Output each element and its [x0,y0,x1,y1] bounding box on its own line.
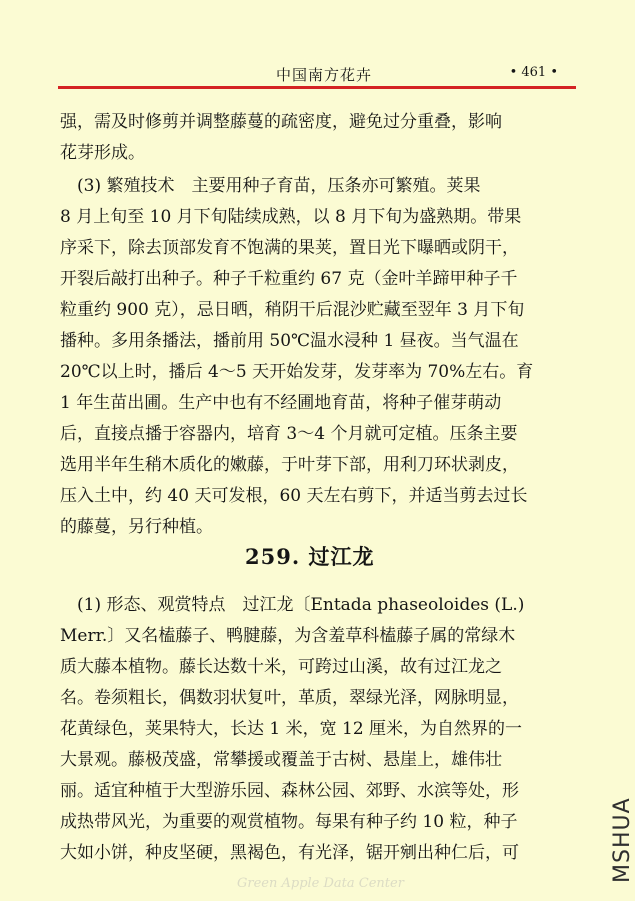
text-line: 播种。多用条播法，播前用 50℃温水浸种 1 昼夜。当气温在 [60,331,519,351]
text-line: 大景观。藤极茂盛，常攀援或覆盖于古树、悬崖上，雄伟壮 [60,750,502,770]
text-line: 粒重约 900 克），忌日晒，稍阴干后混沙贮藏至翌年 3 月下旬 [60,300,525,320]
text-line: 的藤蔓，另行种植。 [60,517,213,537]
text-line: 强，需及时修剪并调整藤蔓的疏密度，避免过分重叠，影响 [60,112,502,132]
text-line: 20℃以上时，播后 4～5 天开始发芽，发芽率为 70%左右。育 [60,362,534,382]
page-number: • 461 • [509,65,558,80]
side-watermark: MSHUA [610,797,635,883]
text-line: (3) 繁殖技术 主要用种子育苗，压条亦可繁殖。荚果 [60,176,481,196]
text-line: 8 月上旬至 10 月下旬陆续成熟，以 8 月下旬为盛熟期。带果 [60,207,522,227]
text-line: 压入土中，约 40 天可发根，60 天左右剪下，并适当剪去过长 [60,486,528,506]
watermark: Green Apple Data Center [237,876,404,891]
text-line: 花黄绿色，荚果特大，长达 1 米，宽 12 厘米，为自然界的一 [60,719,523,739]
text-line: 大如小饼，种皮坚硬，黑褐色，有光泽，锯开剜出种仁后，可 [60,843,519,863]
running-title: 中国南方花卉 [276,66,373,84]
text-line: Merr.〕又名榼藤子、鸭腱藤，为含羞草科榼藤子属的常绿木 [60,626,516,646]
text-line: 开裂后敲打出种子。种子千粒重约 67 克（金叶羊蹄甲种子千 [60,269,518,289]
text-line: 名。卷须粗长，偶数羽状复叶，革质，翠绿光泽，网脉明显， [60,688,519,708]
text-line: 丽。适宜种植于大型游乐园、森林公园、郊野、水滨等处，形 [60,781,519,801]
page-header [58,64,576,84]
text-line: 1 年生苗出圃。生产中也有不经圃地育苗，将种子催芽萌动 [60,393,502,413]
text-line: 花芽形成。 [60,143,145,163]
section-title: 259. 过江龙 [245,544,375,569]
text-line: 后，直接点播于容器内，培育 3～4 个月就可定植。压条主要 [60,424,518,444]
text-line: 序采下，除去顶部发育不饱满的果荚，置日光下曝晒或阴干， [60,238,519,258]
text-line: 成热带风光，为重要的观赏植物。每果有种子约 10 粒，种子 [60,812,518,832]
text-line: 质大藤本植物。藤长达数十米，可跨过山溪，故有过江龙之 [60,657,502,677]
text-line: (1) 形态、观赏特点 过江龙〔Entada phaseoloides (L.) [60,595,525,615]
header-rule [58,86,576,89]
text-line: 选用半年生稍木质化的嫩藤，于叶芽下部，用利刀环状剥皮， [60,455,519,475]
